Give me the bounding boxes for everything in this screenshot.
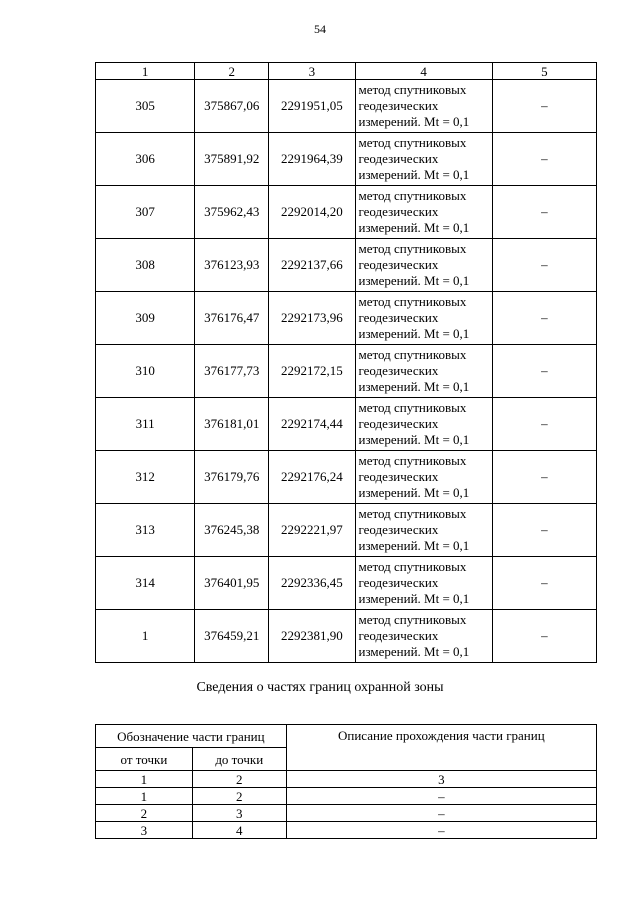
method-line: геодезических [358,310,439,325]
method-line: метод спутниковых [358,506,467,521]
method-cell [355,557,492,610]
note-cell: – [492,292,596,345]
y-coordinate-cell: 2292176,24 [269,451,355,504]
table-row [96,557,597,610]
note-cell: – [492,239,596,292]
y-coordinate-cell: 2292172,15 [269,345,355,398]
point-number-cell: 307 [96,186,195,239]
table-row [96,398,597,451]
y-coordinate-cell: 2292014,20 [269,186,355,239]
coordinates-table [95,62,597,663]
method-line: метод спутниковых [358,612,467,627]
table-row [96,80,597,133]
x-coordinate-cell: 376177,73 [195,345,269,398]
method-line: измерений. Mt = 0,1 [358,114,470,129]
parts-index-row [96,771,597,788]
x-coordinate-cell: 375867,06 [195,80,269,133]
from-point-cell: 2 [96,805,193,822]
table-row [96,186,597,239]
to-point-cell: 3 [192,805,286,822]
index-cell: 1 [96,771,193,788]
method-cell [355,504,492,557]
x-coordinate-cell: 376401,95 [195,557,269,610]
method-line: измерений. Mt = 0,1 [358,485,470,500]
column-header: 2 [195,63,269,80]
method-line: геодезических [358,257,439,272]
method-line: метод спутниковых [358,188,467,203]
method-cell [355,186,492,239]
table-row [96,822,597,839]
y-coordinate-cell: 2292336,45 [269,557,355,610]
method-line: метод спутниковых [358,453,467,468]
note-cell: – [492,345,596,398]
point-number-cell: 309 [96,292,195,345]
method-line: геодезических [358,204,439,219]
method-cell [355,80,492,133]
point-number-cell: 306 [96,133,195,186]
group-header: Обозначение части границ [96,725,287,748]
point-number-cell: 305 [96,80,195,133]
from-point-header: от точки [96,748,193,771]
from-point-cell: 3 [96,822,193,839]
method-line: измерений. Mt = 0,1 [358,220,470,235]
method-line: метод спутниковых [358,135,467,150]
column-header: 1 [96,63,195,80]
index-cell: 3 [286,771,596,788]
method-line: геодезических [358,98,439,113]
table-row [96,610,597,663]
method-line: метод спутниковых [358,241,467,256]
method-line: измерений. Mt = 0,1 [358,591,470,606]
y-coordinate-cell: 2292381,90 [269,610,355,663]
point-number-cell: 313 [96,504,195,557]
method-line: метод спутниковых [358,347,467,362]
description-header: Описание прохождения части границ [286,725,596,771]
y-coordinate-cell: 2292174,44 [269,398,355,451]
method-line: геодезических [358,416,439,431]
method-line: геодезических [358,575,439,590]
method-line: измерений. Mt = 0,1 [358,379,470,394]
description-cell: – [286,788,596,805]
x-coordinate-cell: 376179,76 [195,451,269,504]
point-number-cell: 308 [96,239,195,292]
point-number-cell: 310 [96,345,195,398]
point-number-cell: 312 [96,451,195,504]
y-coordinate-cell: 2292173,96 [269,292,355,345]
column-header: 3 [269,63,355,80]
method-cell [355,133,492,186]
y-coordinate-cell: 2292221,97 [269,504,355,557]
to-point-header: до точки [192,748,286,771]
y-coordinate-cell: 2291951,05 [269,80,355,133]
method-line: геодезических [358,469,439,484]
note-cell: – [492,451,596,504]
method-cell [355,292,492,345]
column-header: 5 [492,63,596,80]
description-cell: – [286,822,596,839]
page-number: 54 [314,22,326,36]
x-coordinate-cell: 376245,38 [195,504,269,557]
coordinates-body [96,80,597,663]
method-line: измерений. Mt = 0,1 [358,644,470,659]
y-coordinate-cell: 2292137,66 [269,239,355,292]
table-row [96,788,597,805]
column-header: 4 [355,63,492,80]
method-line: метод спутниковых [358,559,467,574]
x-coordinate-cell: 375891,92 [195,133,269,186]
table-row [96,292,597,345]
method-line: метод спутниковых [358,294,467,309]
x-coordinate-cell: 376176,47 [195,292,269,345]
method-cell [355,239,492,292]
note-cell: – [492,186,596,239]
method-line: метод спутниковых [358,400,467,415]
method-line: геодезических [358,628,439,643]
method-line: измерений. Mt = 0,1 [358,167,470,182]
method-line: геодезических [358,363,439,378]
method-cell [355,345,492,398]
note-cell: – [492,504,596,557]
x-coordinate-cell: 376181,01 [195,398,269,451]
note-cell: – [492,398,596,451]
table-row [96,451,597,504]
parts-header-row [96,725,597,748]
point-number-cell: 314 [96,557,195,610]
y-coordinate-cell: 2291964,39 [269,133,355,186]
method-line: геодезических [358,522,439,537]
x-coordinate-cell: 376123,93 [195,239,269,292]
table-row [96,805,597,822]
method-line: метод спутниковых [358,82,467,97]
point-number-cell: 311 [96,398,195,451]
method-cell [355,451,492,504]
method-cell [355,398,492,451]
method-line: геодезических [358,151,439,166]
x-coordinate-cell: 375962,43 [195,186,269,239]
to-point-cell: 4 [192,822,286,839]
x-coordinate-cell: 376459,21 [195,610,269,663]
section-title: Сведения о частях границ охранной зоны [196,680,444,695]
from-point-cell: 1 [96,788,193,805]
index-cell: 2 [192,771,286,788]
method-line: измерений. Mt = 0,1 [358,538,470,553]
coordinates-header-row [96,63,597,80]
table-row [96,239,597,292]
note-cell: – [492,557,596,610]
table-row [96,345,597,398]
method-line: измерений. Mt = 0,1 [358,273,470,288]
note-cell: – [492,610,596,663]
table-row [96,504,597,557]
method-line: измерений. Mt = 0,1 [358,326,470,341]
method-cell [355,610,492,663]
description-cell: – [286,805,596,822]
note-cell: – [492,80,596,133]
method-line: измерений. Mt = 0,1 [358,432,470,447]
table-row [96,133,597,186]
boundary-parts-table [95,724,597,839]
to-point-cell: 2 [192,788,286,805]
note-cell: – [492,133,596,186]
point-number-cell: 1 [96,610,195,663]
